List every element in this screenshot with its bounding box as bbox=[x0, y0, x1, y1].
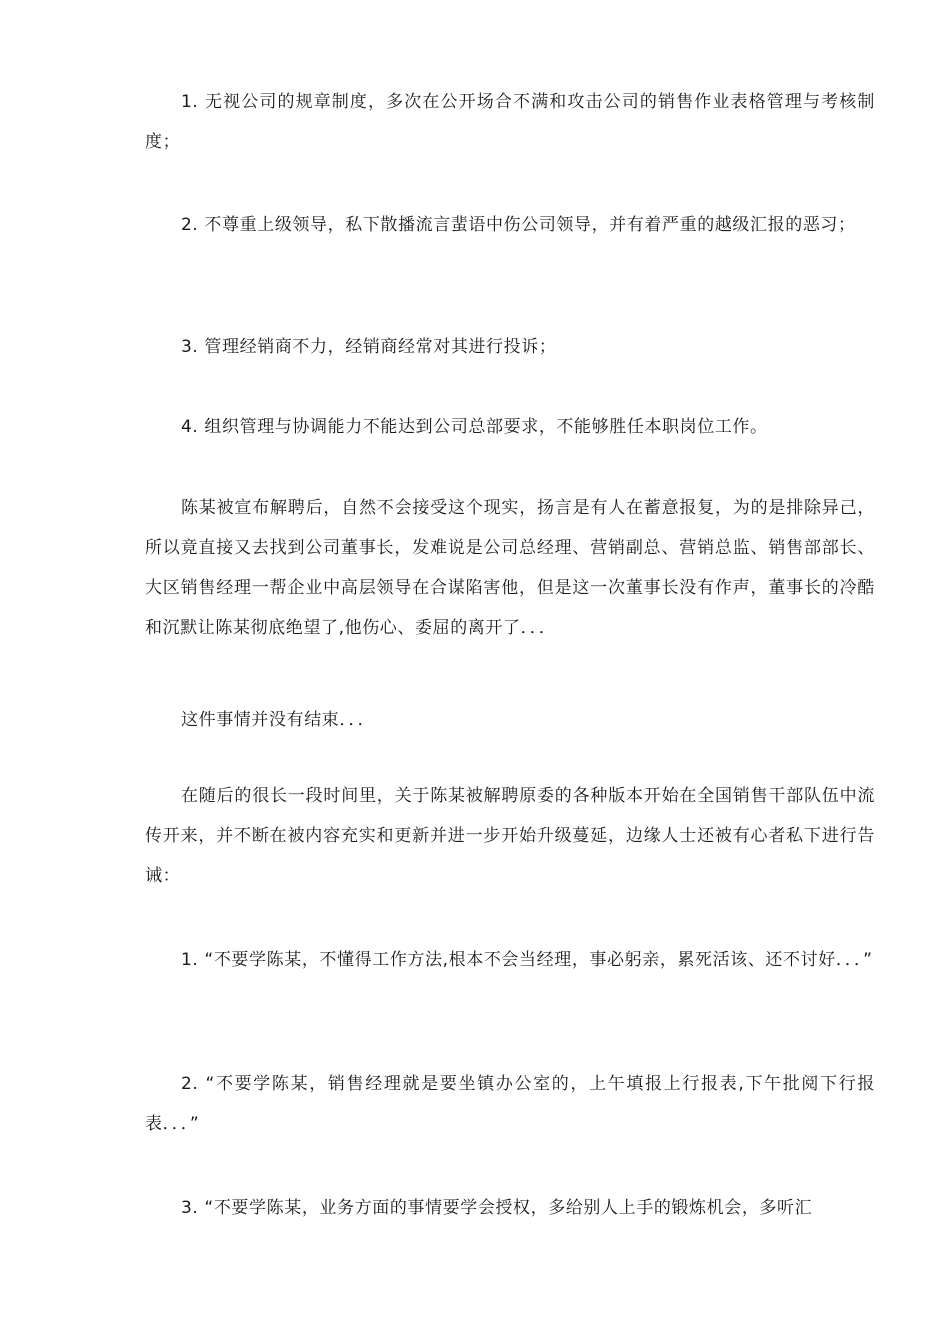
paragraph-quote-1: 1. “不要学陈某，不懂得工作方法,根本不会当经理，事必躬亲，累死活该、还不讨好．．．” bbox=[181, 950, 873, 970]
paragraph-item-2: 2. 不尊重上级领导，私下散播流言蜚语中伤公司领导，并有着严重的越级汇报的恶习； bbox=[181, 215, 856, 235]
paragraph-item-3: 3. 管理经销商不力，经销商经常对其进行投诉； bbox=[181, 337, 557, 357]
paragraph-item-1: 1. 无视公司的规章制度，多次在公开场合不满和攻击公司的销售作业表格管理与考核制度； bbox=[145, 92, 875, 152]
paragraph-quote-3: 3. “不要学陈某，业务方面的事情要学会授权，多给别人上手的锻炼机会，多听汇 bbox=[181, 1198, 813, 1218]
paragraph-item-4: 4. 组织管理与协调能力不能达到公司总部要求，不能够胜任本职岗位工作。 bbox=[181, 417, 768, 437]
paragraph-quote-2: 2. “不要学陈某，销售经理就是要坐镇办公室的，上午填报上行报表,下午批阅下行报表．．．” bbox=[145, 1074, 875, 1134]
paragraph-dismissal: 陈某被宣布解聘后，自然不会接受这个现实，扬言是有人在蓄意报复，为的是排除异己，所以竟直接又去找到公司董事长，发难说是公司总经理、营销副总、营销总监、销售部部长、大区销售经理一帮企业中高层领导在合谋陷害他，但是这一次董事长没有作声，董事长的冷酷和沉默让陈某彻底绝望了,他伤心、委屈的离开了．．． bbox=[145, 498, 875, 638]
paragraph-rumors: 在随后的很长一段时间里，关于陈某被解聘原委的各种版本开始在全国销售干部队伍中流传开来，并不断在被内容充实和更新并进一步开始升级蔓延，边缘人士还被有心者私下进行告诫： bbox=[145, 786, 875, 886]
paragraph-not-over: 这件事情并没有结束．．． bbox=[181, 710, 376, 730]
